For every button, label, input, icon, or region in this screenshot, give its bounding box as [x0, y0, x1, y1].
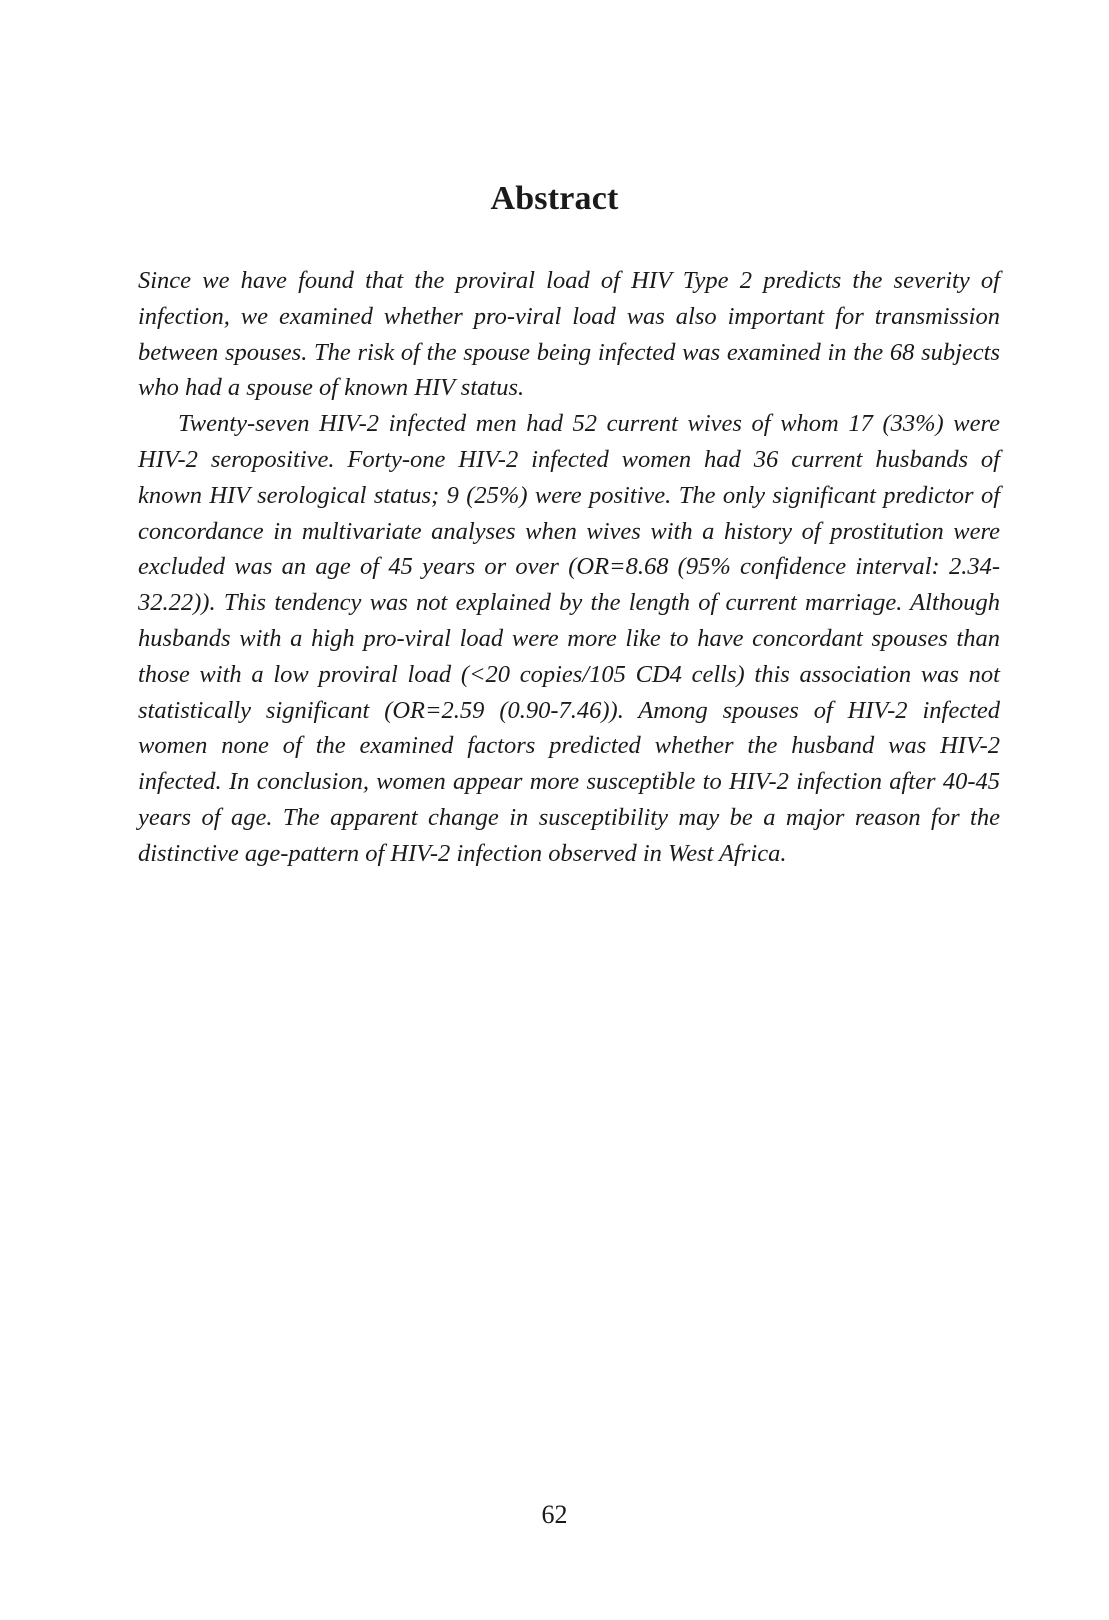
section-title: Abstract: [490, 180, 619, 217]
page-number: 62: [541, 1500, 568, 1529]
abstract-paragraph-1: Since we have found that the proviral load of HIV Type 2 predicts the severity of infection, we examined whether pro-viral load was also important for transmission between spouses. The risk of the spouse being infected was examined in the 68 subjects who had a spouse of known HIV status.: [138, 267, 1000, 402]
abstract-body: [138, 263, 1000, 872]
abstract-paragraph-2: Twenty-seven HIV-2 infected men had 52 current wives of whom 17 (33%) were HIV-2 seropositive. Forty-one HIV-2 infected women had 36 current husbands of known HIV serological status; 9 (25%) were positive. The only significant predictor of concordance in multivariate analyses when wives with a history of prostitution were excluded was an age of 45 years or over (OR=8.68 (95% confidence interval: 2.34-32.22)). This tendency was not explained by the length of current marriage. Although husbands with a high pro-viral load were more like to have concordant spouses than those with a low proviral load (<20 copies/105 CD4 cells) this association was not statistically significant (OR=2.59 (0.90-7.46)). Among spouses of HIV-2 infected women none of the examined factors predicted whether the husband was HIV-2 infected. In conclusion, women appear more susceptible to HIV-2 infection after 40-45 years of age. The apparent change in susceptibility may be a major reason for the distinctive age-pattern of HIV-2 infection observed in West Africa.: [138, 410, 1000, 867]
